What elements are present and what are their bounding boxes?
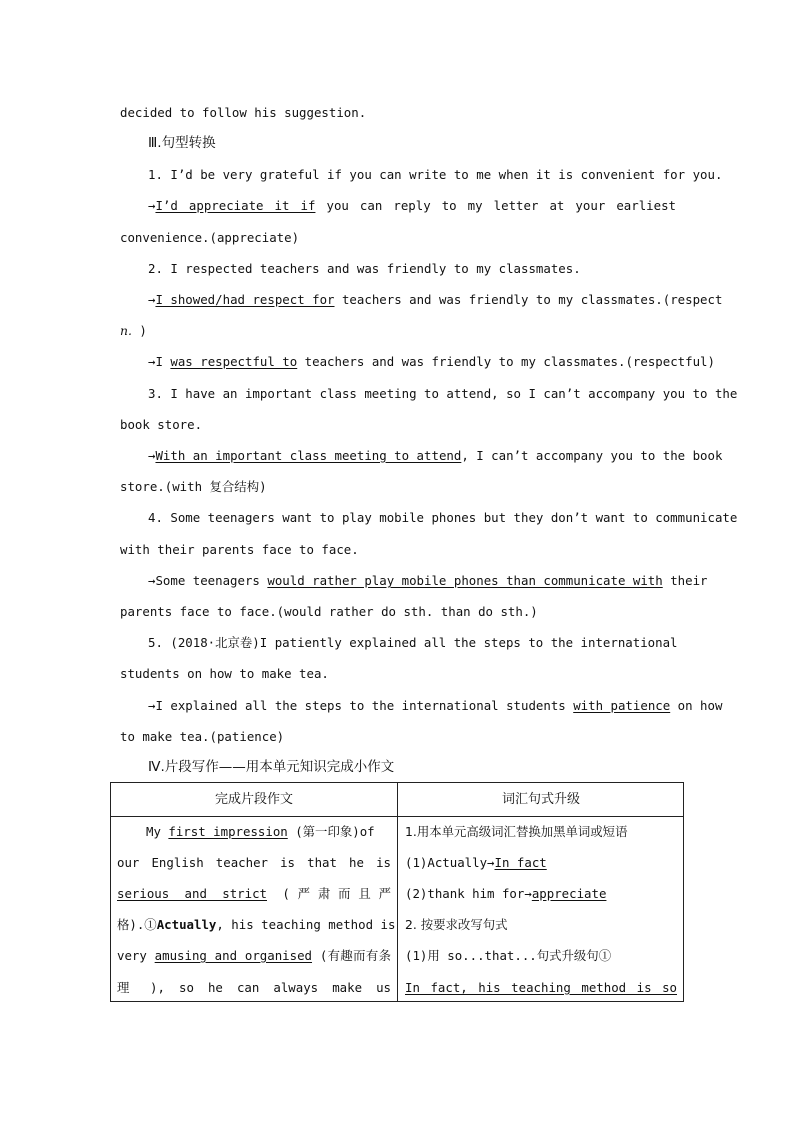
question-4: 4. Some teenagers want to play mobile phones but they don’t want to communicate <box>148 510 738 525</box>
text-line: to make tea.(patience) <box>120 729 285 744</box>
text-line: book store. <box>120 417 203 432</box>
text-line: store.(with 复合结构) <box>120 479 267 494</box>
answer-blank: with patience <box>573 698 671 713</box>
pos-label: n. <box>120 323 132 338</box>
answer-blank: serious and strict <box>117 886 267 901</box>
question-2: 2. I respected teachers and was friendly to my classmates. <box>148 261 581 276</box>
answer-blank: would rather play mobile phones than communicate with <box>267 573 663 588</box>
arrow: →Some teenagers <box>148 573 268 588</box>
upgrade-text: (1)Actually→ <box>405 855 495 870</box>
writing-table <box>110 782 684 1002</box>
text-line: ) <box>131 323 147 338</box>
answer-rest: teachers and was friendly to my classmates.(respect <box>334 292 723 307</box>
answer-blank: In fact <box>494 855 547 870</box>
essay-line <box>117 948 391 964</box>
essay-text: very <box>117 948 155 963</box>
essay-line <box>117 917 396 933</box>
bold-word: Actually <box>156 917 217 932</box>
text-line: students on how to make tea. <box>120 666 329 681</box>
answer-blank: In fact, his teaching method is so <box>405 980 677 995</box>
answer-blank: I showed/had respect for <box>155 292 335 307</box>
table-header-left: 完成片段作文 <box>214 792 293 807</box>
arrow: →I <box>148 354 171 369</box>
essay-line: our English teacher is that he is <box>117 855 391 870</box>
arrow: →I explained all the steps to the international students <box>148 698 574 713</box>
text-line: with their parents face to face. <box>120 542 359 557</box>
upgrade-line <box>405 980 677 996</box>
essay-text: 格).① <box>117 917 157 932</box>
answer-1 <box>148 198 676 214</box>
essay-text: (第一印象)of <box>287 824 375 839</box>
answer-2b <box>148 354 715 370</box>
upgrade-text: (2)thank him for→ <box>405 886 532 901</box>
essay-line <box>117 824 391 840</box>
arrow: → <box>148 198 156 213</box>
answer-blank: first impression <box>168 824 288 839</box>
table-header-right: 词汇句式升级 <box>501 792 580 807</box>
essay-line: 理 ), so he can always make us <box>117 980 391 995</box>
upgrade-line <box>405 886 677 902</box>
upgrade-line: 1.用本单元高级词汇替换加黑单词或短语 <box>405 824 628 839</box>
question-5: 5. (2018·北京卷)I patiently explained all the steps to the international <box>148 635 678 650</box>
text-line: convenience.(appreciate) <box>120 230 300 245</box>
answer-3 <box>148 448 723 464</box>
text-line <box>120 323 676 339</box>
answer-5 <box>148 698 723 714</box>
answer-blank: amusing and organised <box>154 948 313 963</box>
section-heading: Ⅲ.句型转换 <box>148 135 216 151</box>
question-1: 1. I’d be very grateful if you can write to me when it is convenient for you. <box>148 167 723 182</box>
header-divider <box>111 816 683 817</box>
answer-blank: appreciate <box>531 886 607 901</box>
answer-rest: , I can’t accompany you to the book <box>461 448 723 463</box>
essay-text: (严肃而且严 <box>267 886 392 901</box>
answer-4 <box>148 573 708 589</box>
essay-text: My <box>146 824 169 839</box>
upgrade-line: (1)用 so...that...句式升级句① <box>405 948 612 963</box>
arrow: → <box>148 448 156 463</box>
answer-blank: was respectful to <box>170 354 298 369</box>
answer-rest: their <box>662 573 708 588</box>
section-heading: Ⅳ.片段写作——用本单元知识完成小作文 <box>148 759 395 775</box>
upgrade-line <box>405 855 677 871</box>
essay-line <box>117 886 391 902</box>
essay-text: (有趣而有条 <box>312 948 391 963</box>
question-3: 3. I have an important class meeting to attend, so I can’t accompany you to the <box>148 386 738 401</box>
answer-rest: teachers and was friendly to my classmates.(respectful) <box>297 354 715 369</box>
arrow: → <box>148 292 156 307</box>
answer-rest: you can reply to my letter at your earliest <box>315 198 677 213</box>
answer-blank: I’d appreciate it if <box>155 198 316 213</box>
text-line: decided to follow his suggestion. <box>120 105 367 120</box>
answer-blank: With an important class meeting to attend <box>155 448 462 463</box>
upgrade-line: 2. 按要求改写句式 <box>405 917 508 932</box>
text-line: parents face to face.(would rather do sth. than do sth.) <box>120 604 538 619</box>
answer-2a <box>148 292 723 308</box>
answer-rest: on how <box>670 698 723 713</box>
essay-text: , his teaching method is <box>216 917 396 932</box>
